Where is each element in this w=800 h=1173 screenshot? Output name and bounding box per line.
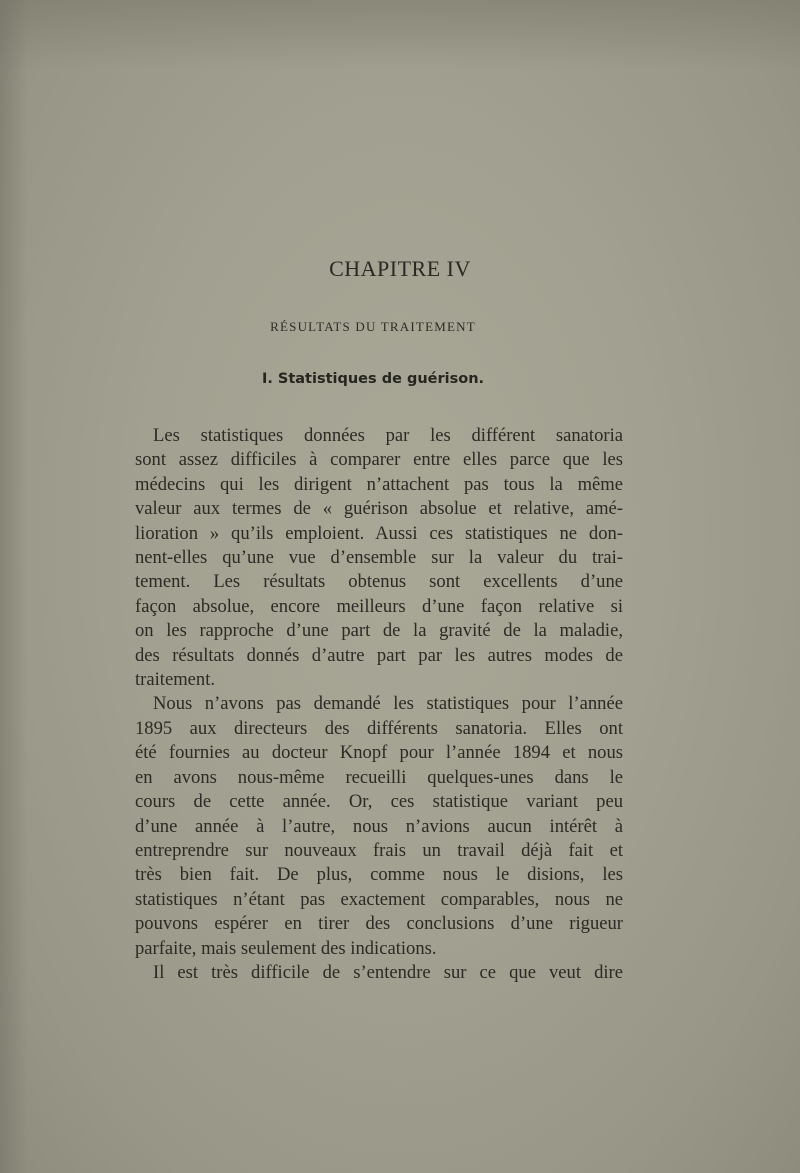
text-line: très bien fait. De plus, comme nous le disions, les: [135, 864, 623, 886]
text-line: on les rapproche d’une part de la gravité de la maladie,: [135, 620, 623, 642]
text-line: été fournies au docteur Knopf pour l’année 1894 et nous: [135, 742, 623, 764]
text-line: parfaite, mais seulement des indications.: [135, 937, 437, 959]
chapter-title: CHAPITRE IV: [329, 256, 471, 281]
text-line: pouvons espérer en tirer des conclusions d’une rigueur: [135, 913, 623, 935]
text-line: entreprendre sur nouveaux frais un travail déjà fait et: [135, 839, 623, 861]
text-line: médecins qui les dirigent n’attachent pas tous la même: [135, 473, 623, 495]
text-line: 1895 aux directeurs des différents sanatoria. Elles ont: [135, 717, 623, 739]
body-text: [135, 424, 623, 985]
chapter-subtitle: RÉSULTATS DU TRAITEMENT: [270, 319, 476, 334]
text-line: Les statistiques données par les différent sanatoria: [153, 425, 623, 446]
text-line: lioration » qu’ils emploient. Aussi ces statistiques ne don-: [135, 522, 623, 544]
text-line: sont assez difficiles à comparer entre elles parce que les: [135, 449, 623, 471]
text-line: cours de cette année. Or, ces statistique variant peu: [135, 791, 623, 813]
text-line: nent-elles qu’une vue d’ensemble sur la valeur du trai-: [135, 547, 623, 569]
text-line: façon absolue, encore meilleurs d’une façon relative si: [135, 595, 623, 617]
text-line: d’une année à l’autre, nous n’avions aucun intérêt à: [135, 815, 623, 837]
text-line: statistiques n’étant pas exactement comparables, nous ne: [135, 888, 623, 910]
section-heading: I. Statistiques de guérison.: [261, 371, 485, 387]
text-line: Il est très difficile de s’entendre sur ce que veut dire: [153, 961, 623, 983]
text-line: des résultats donnés d’autre part par les autres modes de: [135, 644, 623, 666]
text-line: Nous n’avons pas demandé les statistiques pour l’année: [153, 693, 623, 715]
text-line: en avons nous-même recueilli quelques-unes dans le: [135, 766, 623, 788]
text-line: valeur aux termes de « guérison absolue et relative, amé-: [135, 498, 623, 520]
text-line: traitement.: [135, 669, 216, 691]
text-line: tement. Les résultats obtenus sont excellents d’une: [135, 571, 623, 593]
